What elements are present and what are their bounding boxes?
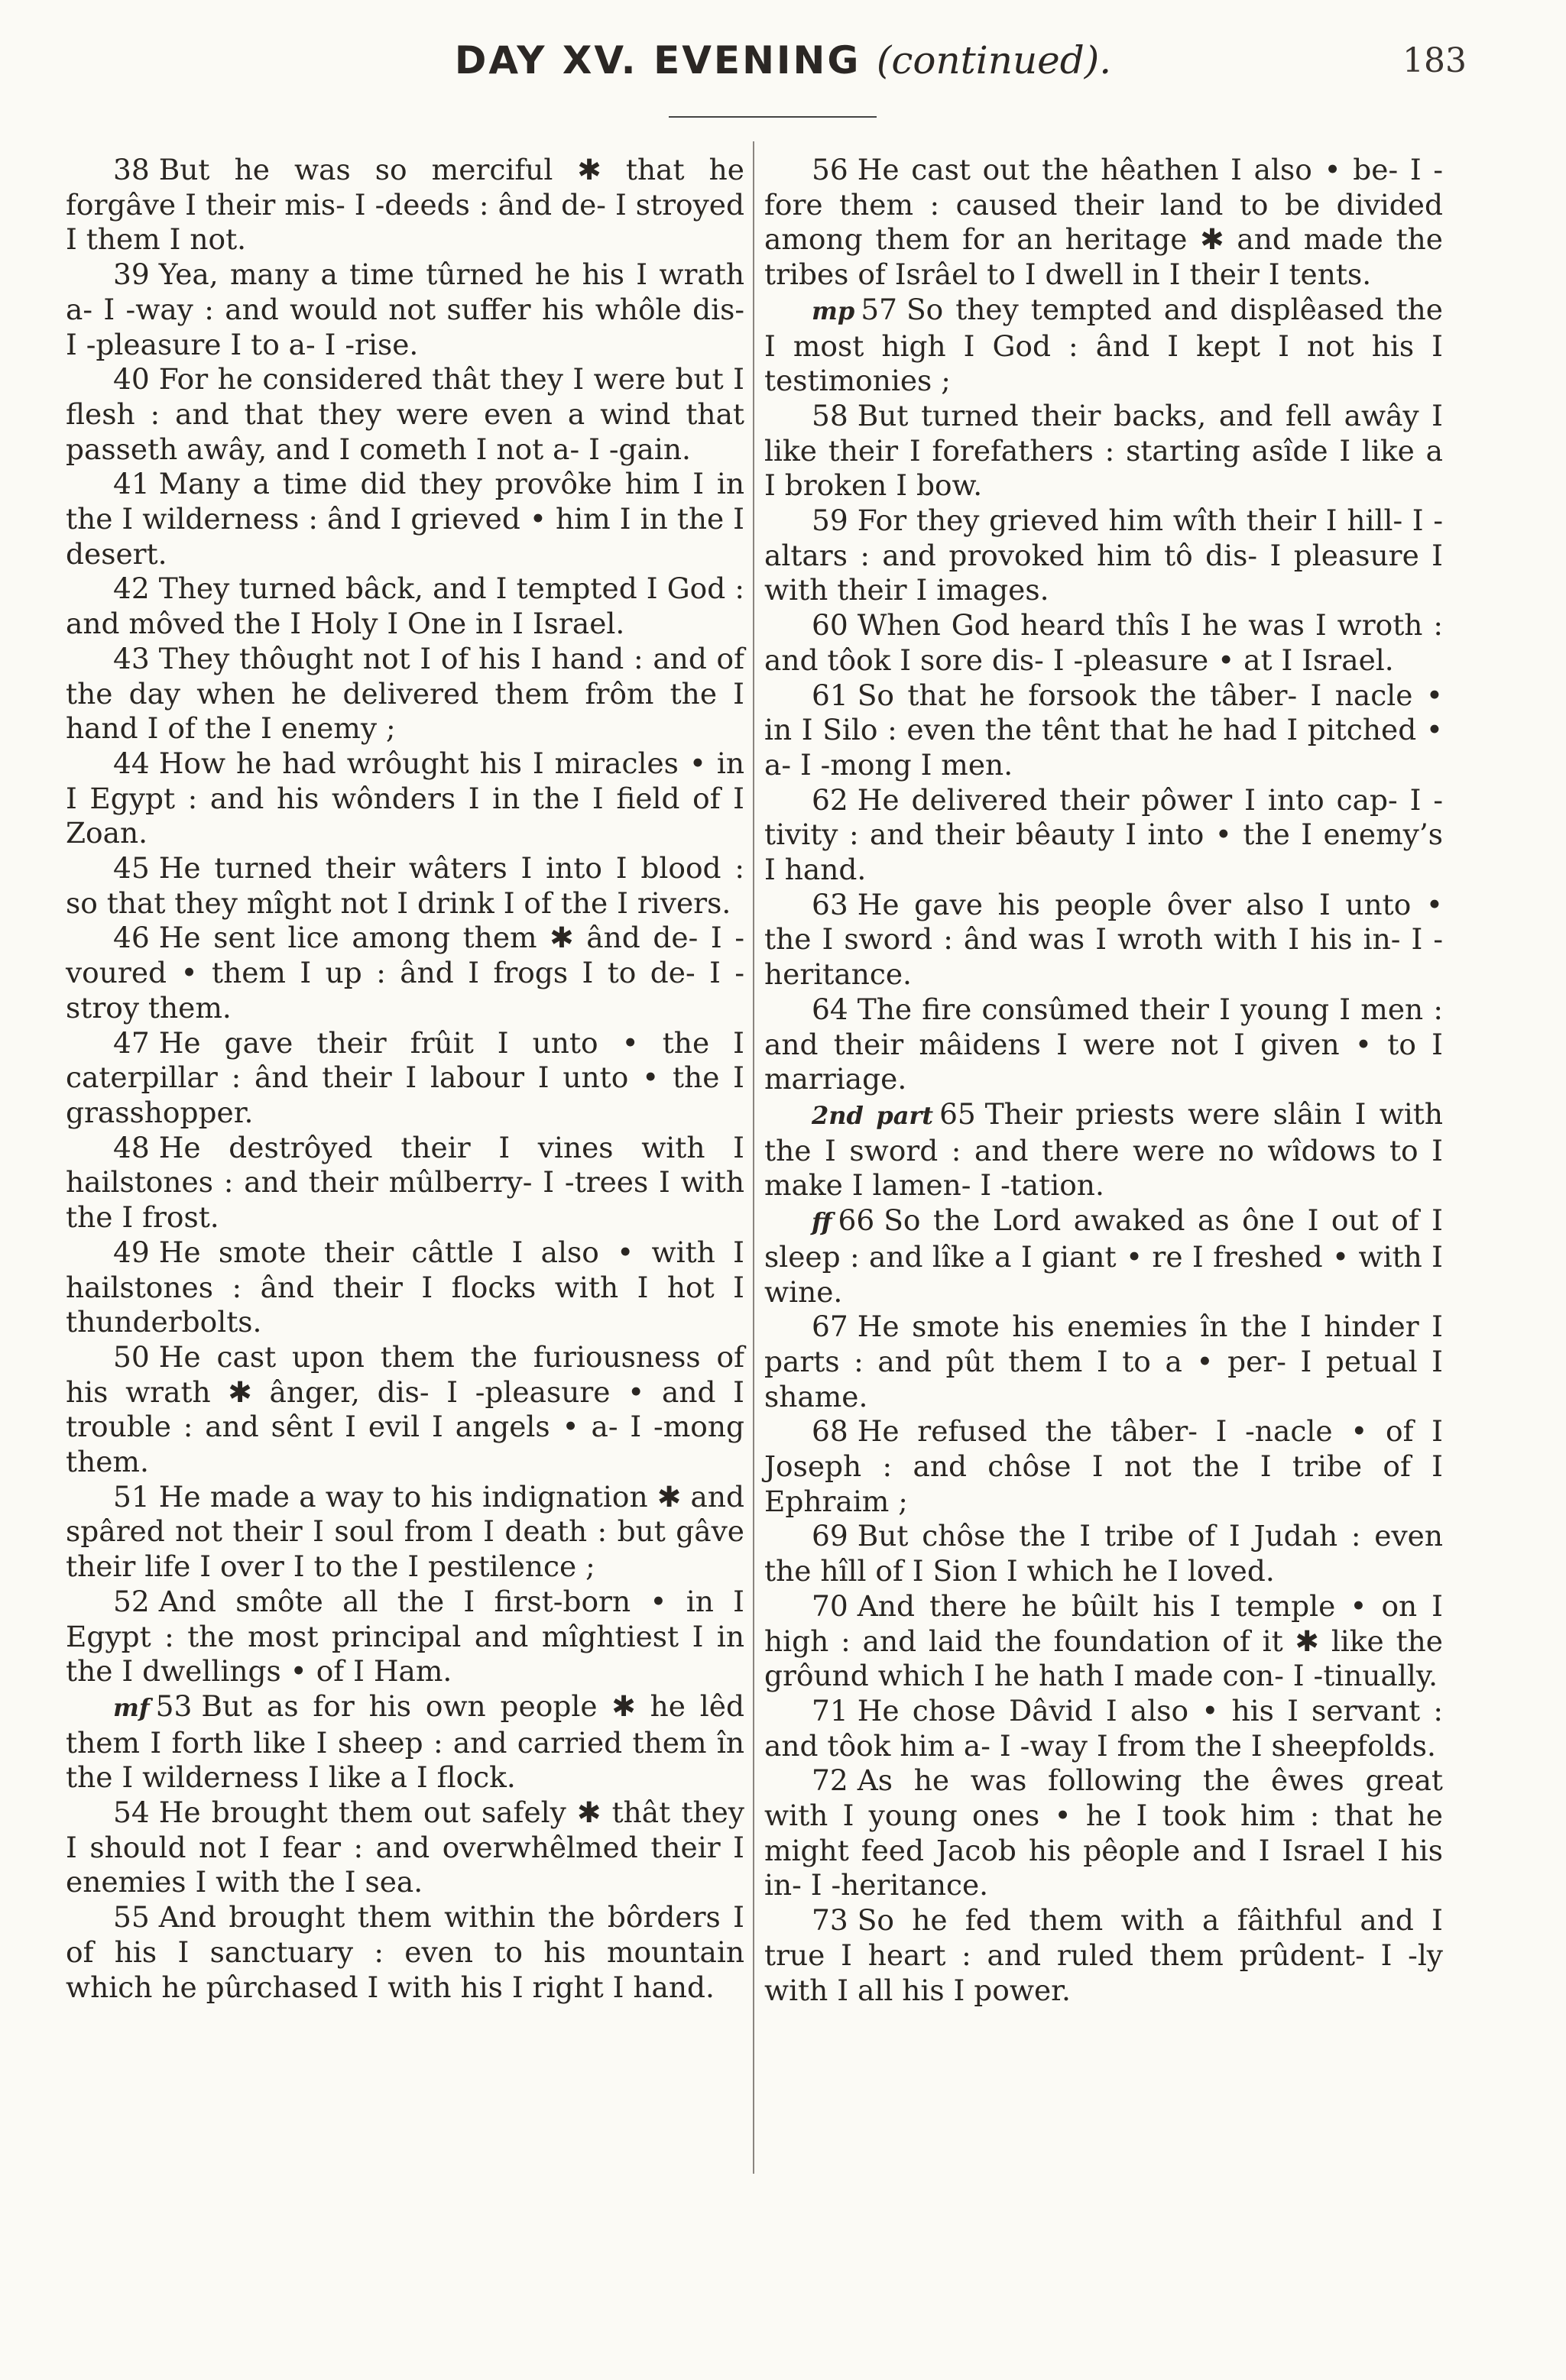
- psalm-verse: [66, 851, 744, 921]
- psalm-verse: [764, 888, 1443, 992]
- psalm-verse: [66, 642, 744, 746]
- psalm-verse: [66, 1131, 744, 1235]
- psalm-verse: [764, 504, 1443, 608]
- psalm-verse: [764, 153, 1443, 293]
- psalm-verse: [66, 467, 744, 572]
- verse-number: 50: [113, 1339, 150, 1374]
- dynamic-mark: ff: [812, 1207, 832, 1237]
- psalm-verse: [66, 362, 744, 467]
- psalm-verse: [66, 572, 744, 641]
- psalm-verse: [66, 153, 744, 257]
- psalm-verse: [764, 992, 1443, 1097]
- verse-number: 67: [812, 1310, 848, 1344]
- verse-number: 66: [838, 1203, 875, 1238]
- verse-number: 45: [113, 851, 150, 886]
- verse-text: He sent lice among them ✱ ând de- I -voured • them I up : ând I frogs I to de- I -stroy them.: [66, 921, 744, 1025]
- psalm-verse: [764, 1694, 1443, 1763]
- verse-text: How he had wrôught his I miracles • in I Egypt : and his wônders I in the I field of I Zoan.: [66, 746, 744, 850]
- verse-number: 43: [113, 641, 150, 675]
- header-rule: [669, 116, 877, 118]
- verse-number: 61: [812, 678, 848, 712]
- dynamic-mark: mp: [812, 296, 855, 325]
- verse-text: He refused the tâber- I -nacle • of I Joseph : and chôse I not the I tribe of I Ephraim ;: [764, 1414, 1443, 1518]
- column-divider: [753, 141, 754, 2174]
- psalm-verse: [764, 1203, 1443, 1310]
- verse-text: So the Lord awaked as ône I out of I sleep : and lîke a I giant • re I freshed • with I wine.: [764, 1203, 1443, 1309]
- psalm-verse: [66, 1235, 744, 1340]
- psalm-verse: [66, 1900, 744, 2005]
- verse-number: 71: [812, 1693, 848, 1728]
- left-column: [66, 153, 744, 2005]
- verse-number: 72: [812, 1763, 848, 1798]
- verse-number: 73: [812, 1903, 848, 1938]
- verse-text: But as for his own people ✱ he lêd them I forth like I sheep : and carried them în the I wilderness I like a I flock.: [66, 1689, 744, 1795]
- verse-text: He smote his enemies în the I hinder I parts : and pût them I to a • per- I petual I shame.: [764, 1310, 1443, 1413]
- verse-text: So that he forsook the tâber- I nacle • in I Silo : even the tênt that he had I pitched • a- I -mong I men.: [764, 678, 1443, 782]
- psalm-verse: [764, 399, 1443, 504]
- verse-number: 52: [113, 1584, 150, 1618]
- verse-text: For he considered thât they I were but I flesh : and that they were even a wind that passeth awây, and I cometh I not a- I -gain.: [66, 362, 744, 466]
- verse-number: 39: [113, 257, 150, 292]
- psalm-verse: [66, 1689, 744, 1796]
- verse-number: 44: [113, 746, 150, 780]
- verse-text: So he fed them with a fâithful and I true I heart : and ruled them prûdent- I -ly with I all his I power.: [764, 1903, 1443, 2007]
- verse-text: He delivered their pôwer I into cap- I -tivity : and their bêauty I into • the I enemy’s I hand.: [764, 782, 1443, 887]
- verse-number: 53: [155, 1689, 193, 1723]
- verse-text: He destrôyed their I vines with I hailstones : and their mûlberry- I -trees I with the I frost.: [66, 1130, 744, 1235]
- verse-text: But chôse the I tribe of I Judah : even the hîll of I Sion I which he I loved.: [764, 1519, 1443, 1588]
- verse-text: And brought them within the bôrders I of his I sanctuary : even to his mountain which he pûrchased I with his I right I hand.: [66, 1900, 744, 2004]
- verse-text: But he was so merciful ✱ that he forgâve I their mis- I -deeds : ând de- I stroyed I them I not.: [66, 153, 744, 257]
- psalm-verse: [66, 746, 744, 851]
- verse-text: They turned bâck, and I tempted I God : and môved the I Holy I One in I Israel.: [66, 572, 744, 641]
- psalm-verse: [764, 608, 1443, 678]
- psalm-verse: [764, 293, 1443, 399]
- verse-text: He brought them out safely ✱ thât they I should not I fear : and overwhêlmed their I enemies I with the I sea.: [66, 1796, 744, 1899]
- verse-number: 69: [812, 1519, 848, 1553]
- verse-text: He gave his people ôver also I unto • the I sword : ând was I wroth with I his in- I -heritance.: [764, 887, 1443, 992]
- verse-number: 58: [812, 398, 848, 432]
- verse-text: As he was following the êwes great with I young ones • he I took him : that he might feed Jacob his pêople and I Israel I his in- I -heritance.: [764, 1763, 1443, 1902]
- psalm-verse: [66, 1480, 744, 1585]
- dynamic-mark: 2nd part: [812, 1100, 934, 1130]
- title-main: DAY XV. EVENING: [454, 38, 861, 83]
- verse-number: 65: [939, 1096, 976, 1131]
- verse-number: 55: [113, 1900, 150, 1935]
- verse-text: He smote their câttle I also • with I hailstones : ând their I flocks with I hot I thunderbolts.: [66, 1235, 744, 1339]
- psalm-verse: [764, 1097, 1443, 1203]
- verse-text: Their priests were slâin I with the I sword : and there were no wîdows to I make I lamen- I -tation.: [764, 1096, 1444, 1203]
- verse-number: 70: [812, 1588, 848, 1623]
- verse-text: The fire consûmed their I young I men : and their mâidens I were not I given • to I marriage.: [764, 992, 1443, 1096]
- psalm-verse: [764, 1310, 1443, 1414]
- verse-number: 41: [113, 467, 150, 501]
- verse-number: 46: [113, 921, 150, 955]
- psalm-verse: [66, 921, 744, 1025]
- verse-text: He made a way to his indignation ✱ and spâred not their I soul from I death : but gâve their life I over I to the I pestilence ;: [66, 1479, 744, 1584]
- verse-number: 47: [113, 1025, 150, 1060]
- verse-number: 64: [812, 992, 848, 1026]
- psalm-verse: [764, 783, 1443, 888]
- right-column: [764, 153, 1443, 2008]
- page-title: [0, 38, 1566, 83]
- verse-number: 56: [812, 153, 848, 186]
- verse-text: And there he bûilt his I temple • on I high : and laid the foundation of it ✱ like the grôund which I he hath I made con- I -tinually.: [764, 1588, 1443, 1693]
- verse-number: 40: [113, 362, 150, 397]
- verse-number: 42: [113, 572, 150, 606]
- verse-text: When God heard thîs I he was I wroth : and tôok I sore dis- I -pleasure • at I Israel.: [764, 608, 1443, 677]
- verse-number: 48: [113, 1130, 150, 1164]
- verse-text: For they grieved him wîth their I hill- I -altars : and provoked him tô dis- I pleasure I with their I images.: [764, 504, 1443, 607]
- verse-number: 62: [812, 782, 848, 817]
- verse-number: 49: [113, 1235, 150, 1269]
- verse-text: So they tempted and displêased the I most high I God : ând I kept I not his I testimonies ;: [764, 292, 1443, 398]
- verse-number: 38: [113, 153, 150, 186]
- dynamic-mark: mf: [113, 1692, 150, 1722]
- verse-text: He turned their wâters I into I blood : so that they mîght not I drink I of the I rivers.: [66, 851, 744, 920]
- page-header: [0, 38, 1566, 92]
- verse-text: They thôught not I of his I hand : and of the day when he delivered them frôm the I hand I of the I enemy ;: [66, 641, 744, 746]
- verse-number: 59: [812, 504, 848, 538]
- verse-text: Yea, many a time tûrned he his I wrath a- I -way : and would not suffer his whôle dis- I -pleasure I to a- I -rise.: [66, 257, 744, 361]
- psalm-verse: [764, 1414, 1443, 1519]
- psalm-verse: [764, 1763, 1443, 1903]
- page-number: 183: [1402, 41, 1467, 80]
- verse-text: And smôte all the I first-born • in I Egypt : the most principal and mîghtiest I in the I dwellings • of I Ham.: [66, 1584, 744, 1689]
- psalm-verse: [764, 1519, 1443, 1588]
- psalm-verse: [764, 1903, 1443, 2008]
- psalm-verse: [764, 1589, 1443, 1694]
- verse-number: 54: [113, 1796, 150, 1830]
- verse-number: 63: [812, 887, 848, 921]
- psalm-verse: [66, 1026, 744, 1131]
- psalm-verse: [66, 1796, 744, 1900]
- verse-text: Many a time did they provôke him I in the I wilderness : ând I grieved • him I in the I desert.: [66, 467, 744, 571]
- verse-number: 68: [812, 1414, 848, 1449]
- verse-text: He cast upon them the furiousness of his wrath ✱ ânger, dis- I -pleasure • and I trouble : and sênt I evil I angels • a- I -mong them.: [66, 1339, 744, 1479]
- psalm-verse: [66, 1340, 744, 1480]
- verse-text: But turned their backs, and fell awây I like their I forefathers : starting asîde I like a I broken I bow.: [764, 398, 1443, 503]
- psalm-verse: [764, 678, 1443, 783]
- verse-number: 57: [861, 292, 897, 326]
- verse-number: 51: [113, 1479, 150, 1514]
- verse-text: He cast out the hêathen I also • be- I -fore them : caused their land to be divided among them for an heritage ✱ and made the tribes of Isrâel to I dwell in I their I tents.: [764, 153, 1443, 292]
- psalm-verse: [66, 257, 744, 362]
- title-continued: (continued).: [876, 38, 1112, 83]
- verse-text: He chose Dâvid I also • his I servant : and tôok him a- I -way I from the I sheepfolds.: [764, 1693, 1443, 1763]
- verse-text: He gave their frûit I unto • the I caterpillar : ând their I labour I unto • the I grasshopper.: [66, 1025, 744, 1129]
- psalm-verse: [66, 1585, 744, 1689]
- verse-number: 60: [812, 608, 848, 643]
